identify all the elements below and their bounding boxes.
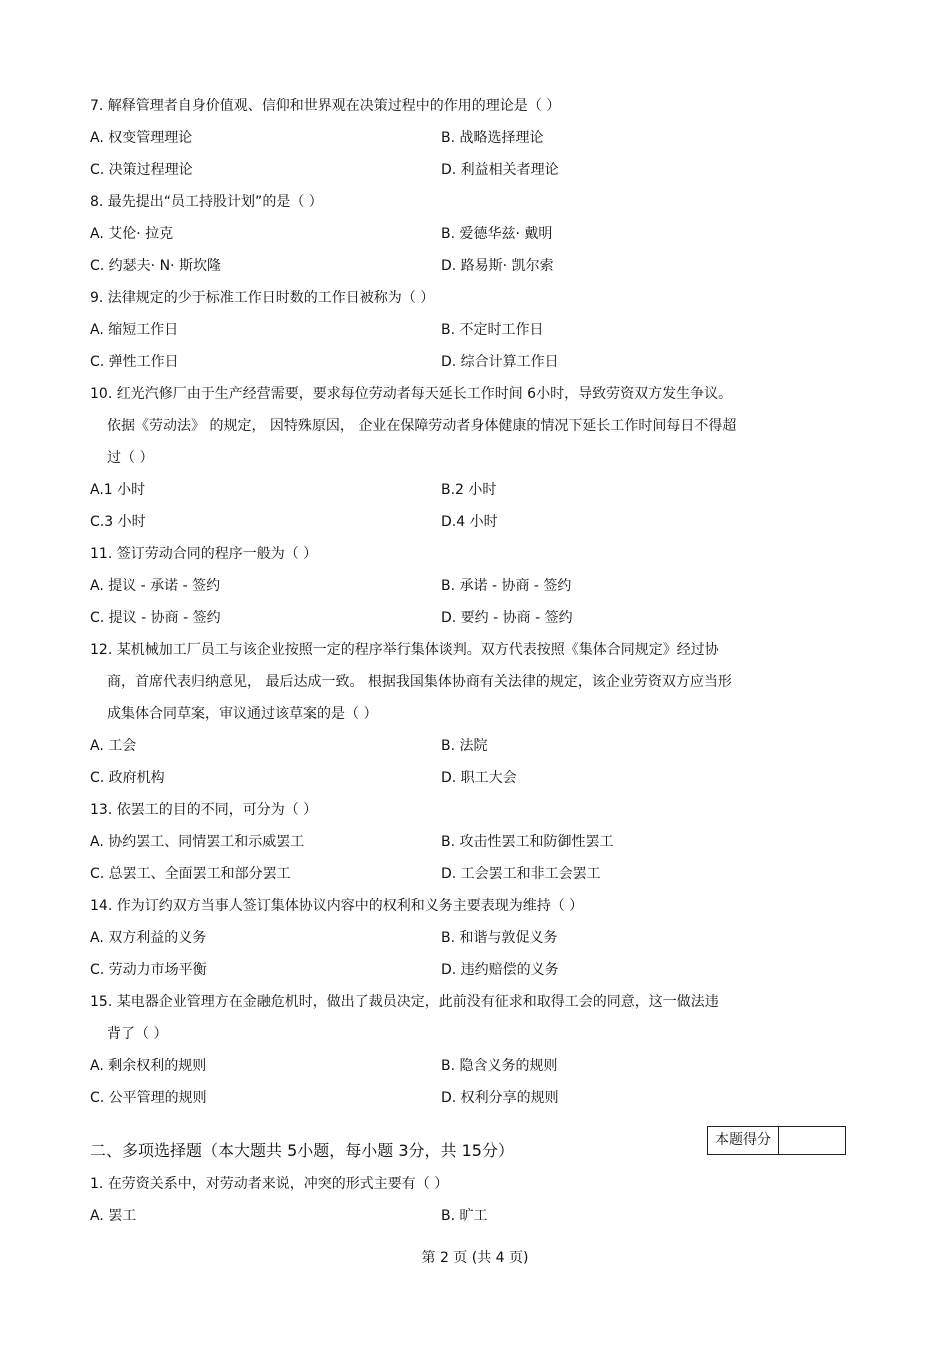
- question-12-stem-line-3: 成集体合同草案，审议通过该草案的是（ ）: [107, 706, 378, 722]
- section-2-question-1-option-a: A. 罢工: [90, 1208, 137, 1224]
- question-15-option-a: A. 剩余权利的规则: [90, 1058, 207, 1074]
- question-14-option-b: B. 和谐与敦促义务: [441, 930, 558, 946]
- question-14-option-c: C. 劳动力市场平衡: [90, 962, 207, 978]
- question-14-option-a: A. 双方利益的义务: [90, 930, 207, 946]
- question-11-stem: 11. 签订劳动合同的程序一般为（ ）: [90, 546, 318, 562]
- question-12-option-b: B. 法院: [441, 738, 488, 754]
- question-7-stem: 7. 解释管理者自身价值观、信仰和世界观在决策过程中的作用的理论是（ ）: [90, 98, 561, 114]
- question-11-option-c: C. 提议 - 协商 - 签约: [90, 610, 221, 626]
- question-12-option-a: A. 工会: [90, 738, 137, 754]
- question-10-option-c: C.3 小时: [90, 514, 146, 530]
- question-7-option-d: D. 利益相关者理论: [441, 162, 559, 178]
- question-15-option-b: B. 隐含义务的规则: [441, 1058, 558, 1074]
- question-15-stem-line-1: 15. 某电器企业管理方在金融危机时，做出了裁员决定，此前没有征求和取得工会的同意，这一做法违: [90, 994, 719, 1010]
- question-8-option-a: A. 艾伦· 拉克: [90, 226, 174, 242]
- question-8-option-c: C. 约瑟夫· N· 斯坎隆: [90, 258, 221, 274]
- question-13-option-d: D. 工会罢工和非工会罢工: [441, 866, 601, 882]
- section-2-title: 二、多项选择题（本大题共 5小题，每小题 3分，共 15分）: [90, 1141, 514, 1160]
- question-10-option-d: D.4 小时: [441, 514, 498, 530]
- question-7-option-a: A. 权变管理理论: [90, 130, 193, 146]
- question-13-option-a: A. 协约罢工、同情罢工和示威罢工: [90, 834, 305, 850]
- question-9-option-b: B. 不定时工作日: [441, 322, 544, 338]
- question-7-option-c: C. 决策过程理论: [90, 162, 193, 178]
- question-15-option-d: D. 权利分享的规则: [441, 1090, 559, 1106]
- question-15-stem-line-2: 背了（ ）: [107, 1026, 168, 1042]
- question-9-option-c: C. 弹性工作日: [90, 354, 179, 370]
- section-2-question-1-option-b: B. 旷工: [441, 1208, 488, 1224]
- question-9-option-d: D. 综合计算工作日: [441, 354, 559, 370]
- question-12-stem-line-2: 商，首席代表归纳意见， 最后达成一致。 根据我国集体协商有关法律的规定，该企业劳资双方应当形: [107, 674, 732, 690]
- question-8-option-d: D. 路易斯· 凯尔索: [441, 258, 554, 274]
- question-14-stem: 14. 作为订约双方当事人签订集体协议内容中的权利和义务主要表现为维持（ ）: [90, 898, 584, 914]
- question-11-option-d: D. 要约 - 协商 - 签约: [441, 610, 573, 626]
- question-7-option-b: B. 战略选择理论: [441, 130, 544, 146]
- question-14-option-d: D. 违约赔偿的义务: [441, 962, 559, 978]
- question-12-stem-line-1: 12. 某机械加工厂员工与该企业按照一定的程序举行集体谈判。双方代表按照《集体合同规定》经过协: [90, 642, 719, 658]
- section-2-question-1-stem: 1. 在劳资关系中，对劳动者来说，冲突的形式主要有（ ）: [90, 1176, 449, 1192]
- question-10-stem-line-2: 依据《劳动法》 的规定， 因特殊原因， 企业在保障劳动者身体健康的情况下延长工作时间每日不得超: [107, 418, 737, 434]
- question-10-stem-line-1: 10. 红光汽修厂由于生产经营需要，要求每位劳动者每天延长工作时间 6小时，导致劳资双方发生争议。: [90, 386, 733, 402]
- question-10-option-b: B.2 小时: [441, 482, 497, 498]
- score-box: [707, 1126, 846, 1155]
- question-13-option-b: B. 攻击性罢工和防御性罢工: [441, 834, 614, 850]
- question-11-option-b: B. 承诺 - 协商 - 签约: [441, 578, 572, 594]
- question-13-stem: 13. 依罢工的目的不同，可分为（ ）: [90, 802, 318, 818]
- question-8-option-b: B. 爱德华兹· 戴明: [441, 226, 553, 242]
- question-9-stem: 9. 法律规定的少于标准工作日时数的工作日被称为（ ）: [90, 290, 435, 306]
- score-label: 本题得分: [708, 1127, 779, 1154]
- question-8-stem: 8. 最先提出“员工持股计划”的是（ ）: [90, 194, 323, 210]
- question-13-option-c: C. 总罢工、全面罢工和部分罢工: [90, 866, 291, 882]
- page-footer: 第 2 页 (共 4 页): [421, 1250, 529, 1266]
- question-9-option-a: A. 缩短工作日: [90, 322, 179, 338]
- question-12-option-c: C. 政府机构: [90, 770, 165, 786]
- question-12-option-d: D. 职工大会: [441, 770, 517, 786]
- question-15-option-c: C. 公平管理的规则: [90, 1090, 207, 1106]
- question-10-stem-line-3: 过（ ）: [107, 450, 154, 466]
- question-10-option-a: A.1 小时: [90, 482, 146, 498]
- score-value-cell: [779, 1127, 845, 1154]
- question-11-option-a: A. 提议 - 承诺 - 签约: [90, 578, 221, 594]
